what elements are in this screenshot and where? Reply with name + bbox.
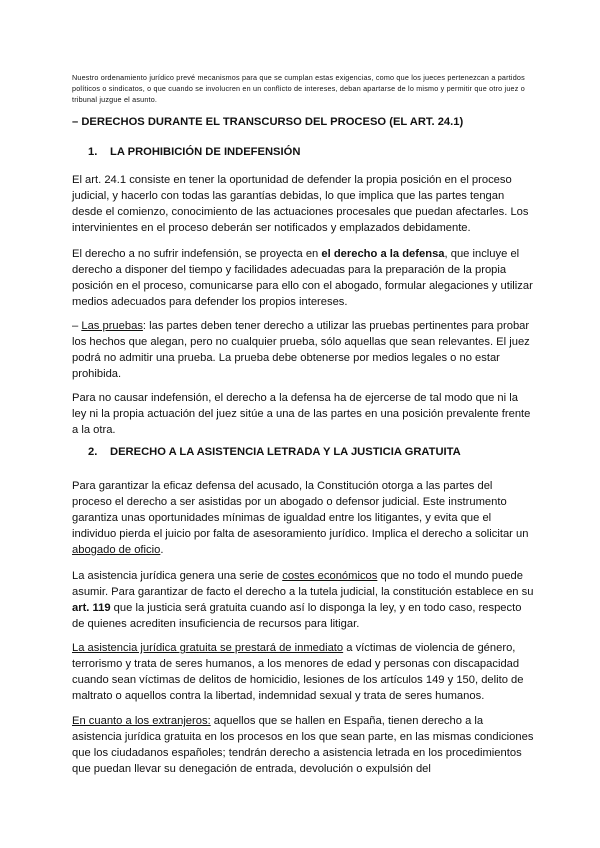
p6-bold-article: art. 119	[72, 602, 111, 614]
paragraph-2	[72, 246, 534, 310]
paragraph-7	[72, 640, 534, 704]
section-title: – DERECHOS DURANTE EL TRANSCURSO DEL PROCESO (EL ART. 24.1)	[72, 116, 464, 128]
p3-dash: –	[72, 320, 82, 332]
p5-underlined-term: abogado de oficio	[72, 544, 161, 556]
p6-text-after: que la justicia será gratuita cuando así lo disponga la ley, y en todo caso, respecto de quienes acrediten insuficiencia de recursos para litigar.	[72, 602, 522, 630]
paragraph-6	[72, 568, 534, 632]
heading-2	[88, 446, 461, 458]
p7-text-after: a víctimas de violencia de género, terrorismo y trata de seres humanos, a los menores de edad y personas con discapacidad cuando sean víctimas de delitos de homicidio, lesiones de los artículos 149 y 150, delito de maltrato o aquellos contra la libertad, indemnidad sexual y trata de seres humanos.	[72, 642, 524, 702]
p8-text-after: aquellos que se hallen en España, tienen derecho a la asistencia jurídica gratuita en los procesos en los que sean parte, en las mismas condiciones que los ciudadanos españoles; tendrán derecho a asistencia letrada en los procedimientos que puedan llevar su denegación de entrada, devolución o expulsión del	[72, 715, 534, 775]
paragraph-4: Para no causar indefensión, el derecho a la defensa ha de ejercerse de tal modo que ni la ley ni la propia actuación del juez sitúe a una de las partes en una posición prevalente frente a la otra.	[72, 392, 531, 436]
heading-1	[88, 146, 300, 158]
heading-2-text: DERECHO A LA ASISTENCIA LETRADA Y LA JUSTICIA GRATUITA	[110, 446, 461, 458]
heading-1-number: 1.	[88, 146, 98, 158]
p8-underlined-phrase: En cuanto a los extranjeros:	[72, 715, 211, 727]
p6-underlined-term: costes económicos	[282, 570, 378, 582]
heading-2-number: 2.	[88, 446, 98, 458]
intro-paragraph: Nuestro ordenamiento jurídico prevé mecanismos para que se cumplan estas exigencias, como que los jueces pertenezcan a partidos políticos o sindicatos, o que cuando se involucren en un conflicto de intereses, deban apartarse de lo mismo y permitir que otro juez o tribunal juzgue el asunto.	[72, 73, 525, 104]
p5-text-after: .	[160, 544, 164, 556]
p2-text-after: , que incluye el derecho a disponer del tiempo y facilidades adecuadas para la preparación de la propia posición en el proceso, comunicarse para ello con el abogado, formular alegaciones y utilizar medios adecuados para defender los propios intereses.	[72, 248, 533, 308]
p5-text-before: Para garantizar la eficaz defensa del acusado, la Constitución otorga a las partes del proceso el derecho a ser asistidas por un abogado o defensor judicial. Este instrumento garantiza unas oportunidades mínimas de igualdad entre los litigantes, y evita que el individuo pierda el juicio por falta de asesoramiento jurídico. Implica el derecho a solicitar un	[72, 480, 529, 540]
p6-text-before: La asistencia jurídica genera una serie de	[72, 570, 283, 582]
p7-underlined-phrase: La asistencia jurídica gratuita se prestará de inmediato	[72, 642, 344, 654]
paragraph-8	[72, 713, 534, 777]
p3-text-after: : las partes deben tener derecho a utilizar las pruebas pertinentes para probar los hechos que alegan, pero no cualquier prueba, sólo aquellas que sean relevantes. El juez podrá no admitir una prueba. La prueba debe obtenerse por medios legales o no estar prohibida.	[72, 320, 530, 380]
p2-text-before: El derecho a no sufrir indefensión, se proyecta en	[72, 248, 322, 260]
paragraph-1: El art. 24.1 consiste en tener la oportunidad de defender la propia posición en el proceso judicial, y hacerlo con todas las garantías debidas, lo que implica que las partes tengan desde el comienzo, conocimiento de las actuaciones procesales que puedan afectarles. Los intervinientes en el proceso deberán ser notificados y emplazados debidamente.	[72, 174, 529, 234]
p6-text-middle: que no todo el mundo puede asumir. Para garantizar de facto el derecho a la tutela judicial, la constitución establece en su	[72, 570, 534, 598]
paragraph-5	[72, 478, 534, 558]
heading-1-text: LA PROHIBICIÓN DE INDEFENSIÓN	[110, 146, 301, 158]
paragraph-3	[72, 318, 534, 382]
p3-underlined-term: Las pruebas	[81, 320, 143, 332]
p2-bold-phrase: el derecho a la defensa	[321, 248, 445, 260]
